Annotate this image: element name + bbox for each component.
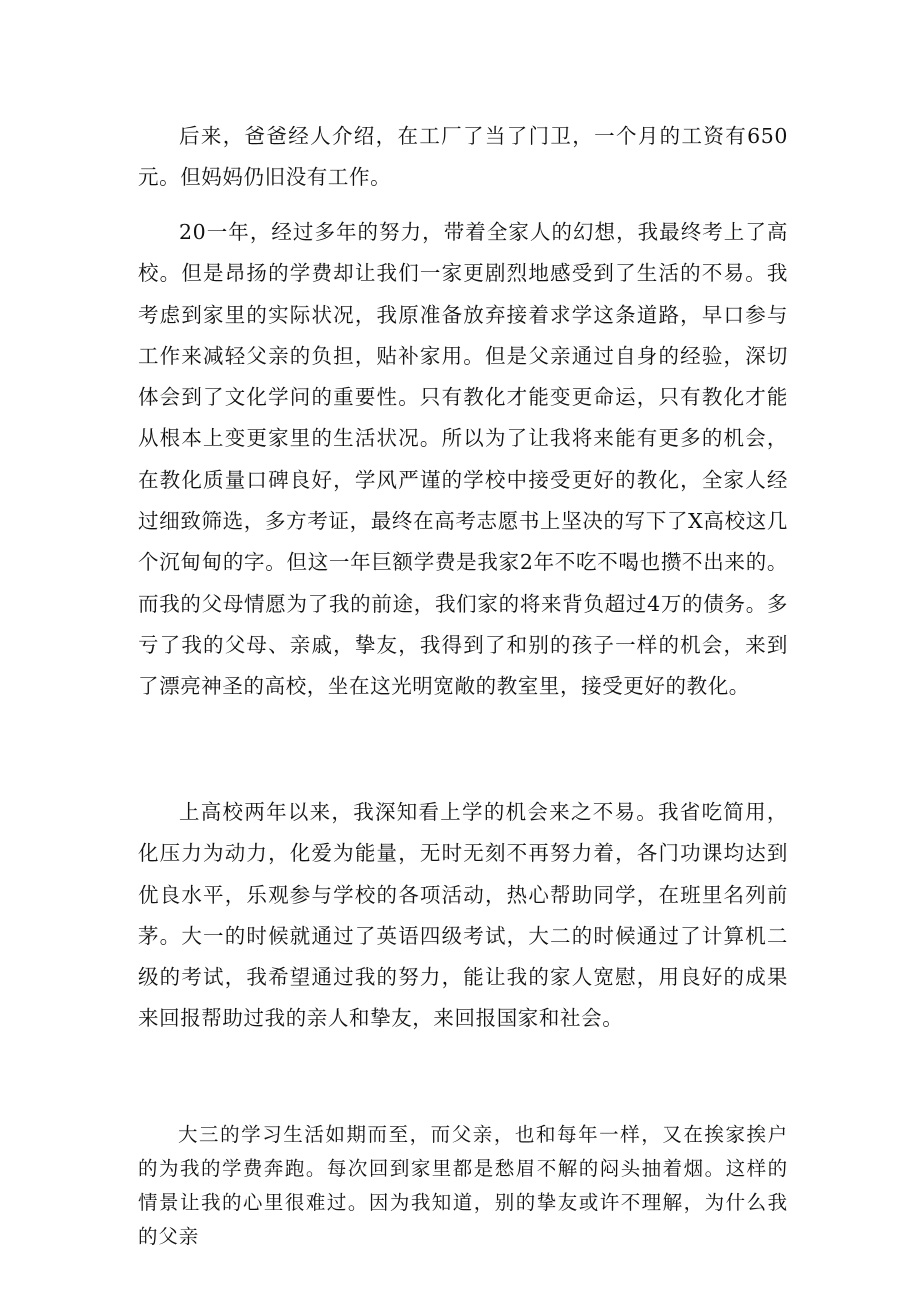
paragraph: 上高校两年以来，我深知看上学的机会来之不易。我省吃简用，化压力为动力，化爱为能量，无时无刻不再努力着，各门功课均达到优良水平，乐观参与学校的各项活动，热心帮助同学，在班里名列前茅。大一的时候就通过了英语四级考试，大二的时候通过了计算机二级的考试，我希望通过我的努力，能让我的家人宽慰，用良好的成果来回报帮助过我的亲人和挚友，来回报国家和社会。 xyxy=(138,800,788,1031)
paragraph: 大三的学习生活如期而至，而父亲，也和每年一样，又在挨家挨户的为我的学费奔跑。每次回到家里都是愁眉不解的闷头抽着烟。这样的情景让我的心里很难过。因为我知道，别的挚友或许不理解，为什么我的父亲 xyxy=(138,1123,788,1248)
paragraph: 20一年，经过多年的努力，带着全家人的幻想，我最终考上了高校。但是昂扬的学费却让我们一家更剧烈地感受到了生活的不易。我考虑到家里的实际状况，我原准备放弃接着求学这条道路，早口参与工作来减轻父亲的负担，贴补家用。但是父亲通过自身的经验，深切体会到了文化学问的重要性。只有教化才能变更命运，只有教化才能从根本上变更家里的生活状况。所以为了让我将来能有更多的机会，在教化质量口碑良好，学风严谨的学校中接受更好的教化，全家人经过细致筛选，多方考证，最终在高考志愿书上坚决的写下了X高校这几个沉甸甸的字。但这一年巨额学费是我家2年不吃不喝也攒不出来的。而我的父母情愿为了我的前途，我们家的将来背负超过4万的债务。多亏了我的父母、亲戚，挚友，我得到了和别的孩子一样的机会，来到了漂亮神圣的高校，坐在这光明宽敞的教室里，接受更好的教化。 xyxy=(138,220,788,699)
paragraph: 后来，爸爸经人介绍，在工厂了当了门卫，一个月的工资有650元。但妈妈仍旧没有工作。 xyxy=(138,124,788,190)
